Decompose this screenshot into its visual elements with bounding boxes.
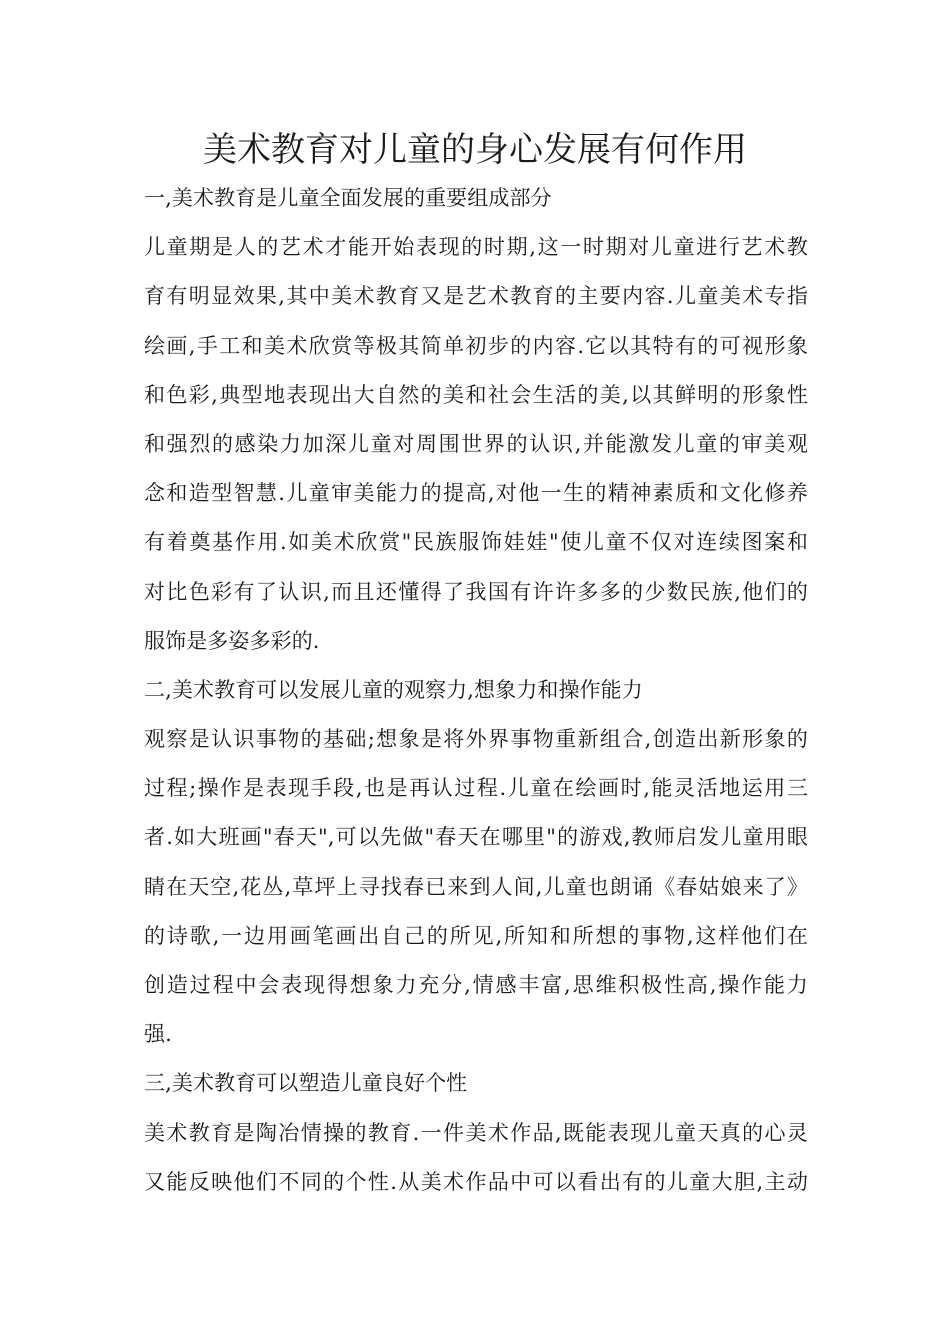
text-line: 强.	[144, 1022, 172, 1047]
text-line: 美术教育是陶冶情操的教育.一件美术作品,既能表现儿童天真的心灵	[144, 1120, 808, 1145]
text-line: 三,美术教育可以塑造儿童良好个性	[144, 1071, 468, 1096]
text-line: 念和造型智慧.儿童审美能力的提高,对他一生的精神素质和文化修养	[144, 481, 808, 506]
text-line: 观察是认识事物的基础;想象是将外界事物重新组合,创造出新形象的	[144, 727, 808, 752]
text-line: 对比色彩有了认识,而且还懂得了我国有许许多多的少数民族,他们的	[144, 579, 808, 604]
text-line: 有着奠基作用.如美术欣赏"民族服饰娃娃"使儿童不仅对连续图案和	[144, 530, 808, 555]
text-line: 儿童期是人的艺术才能开始表现的时期,这一时期对儿童进行艺术教	[144, 235, 808, 260]
text-line: 服饰是多姿多彩的.	[144, 628, 320, 653]
text-line: 的诗歌,一边用画笔画出自己的所见,所知和所想的事物,这样他们在	[144, 923, 808, 948]
text-line: 和强烈的感染力加深儿童对周围世界的认识,并能激发儿童的审美观	[144, 431, 808, 456]
text-line: 一,美术教育是儿童全面发展的重要组成部分	[144, 186, 552, 210]
text-line: 者.如大班画"春天",可以先做"春天在哪里"的游戏,教师启发儿童用眼	[144, 825, 808, 850]
document-title: 美术教育对儿童的身心发展有何作用	[203, 130, 747, 170]
text-line: 二,美术教育可以发展儿童的观察力,想象力和操作能力	[144, 677, 643, 702]
text-line: 又能反映他们不同的个性.从美术作品中可以看出有的儿童大胆,主动	[144, 1169, 808, 1194]
text-line: 睛在天空,花丛,草坪上寻找春已来到人间,儿童也朗诵《春姑娘来了》	[144, 874, 808, 899]
document-body	[144, 180, 808, 1213]
text-line: 绘画,手工和美术欣赏等极其简单初步的内容.它以其特有的可视形象	[144, 333, 808, 358]
text-line: 过程;操作是表现手段,也是再认过程.儿童在绘画时,能灵活地运用三	[144, 776, 808, 801]
text-line: 创造过程中会表现得想象力充分,情感丰富,思维积极性高,操作能力	[144, 973, 808, 997]
text-line: 和色彩,典型地表现出大自然的美和社会生活的美,以其鲜明的形象性	[144, 382, 808, 407]
text-line: 育有明显效果,其中美术教育又是艺术教育的主要内容.儿童美术专指	[144, 284, 808, 309]
